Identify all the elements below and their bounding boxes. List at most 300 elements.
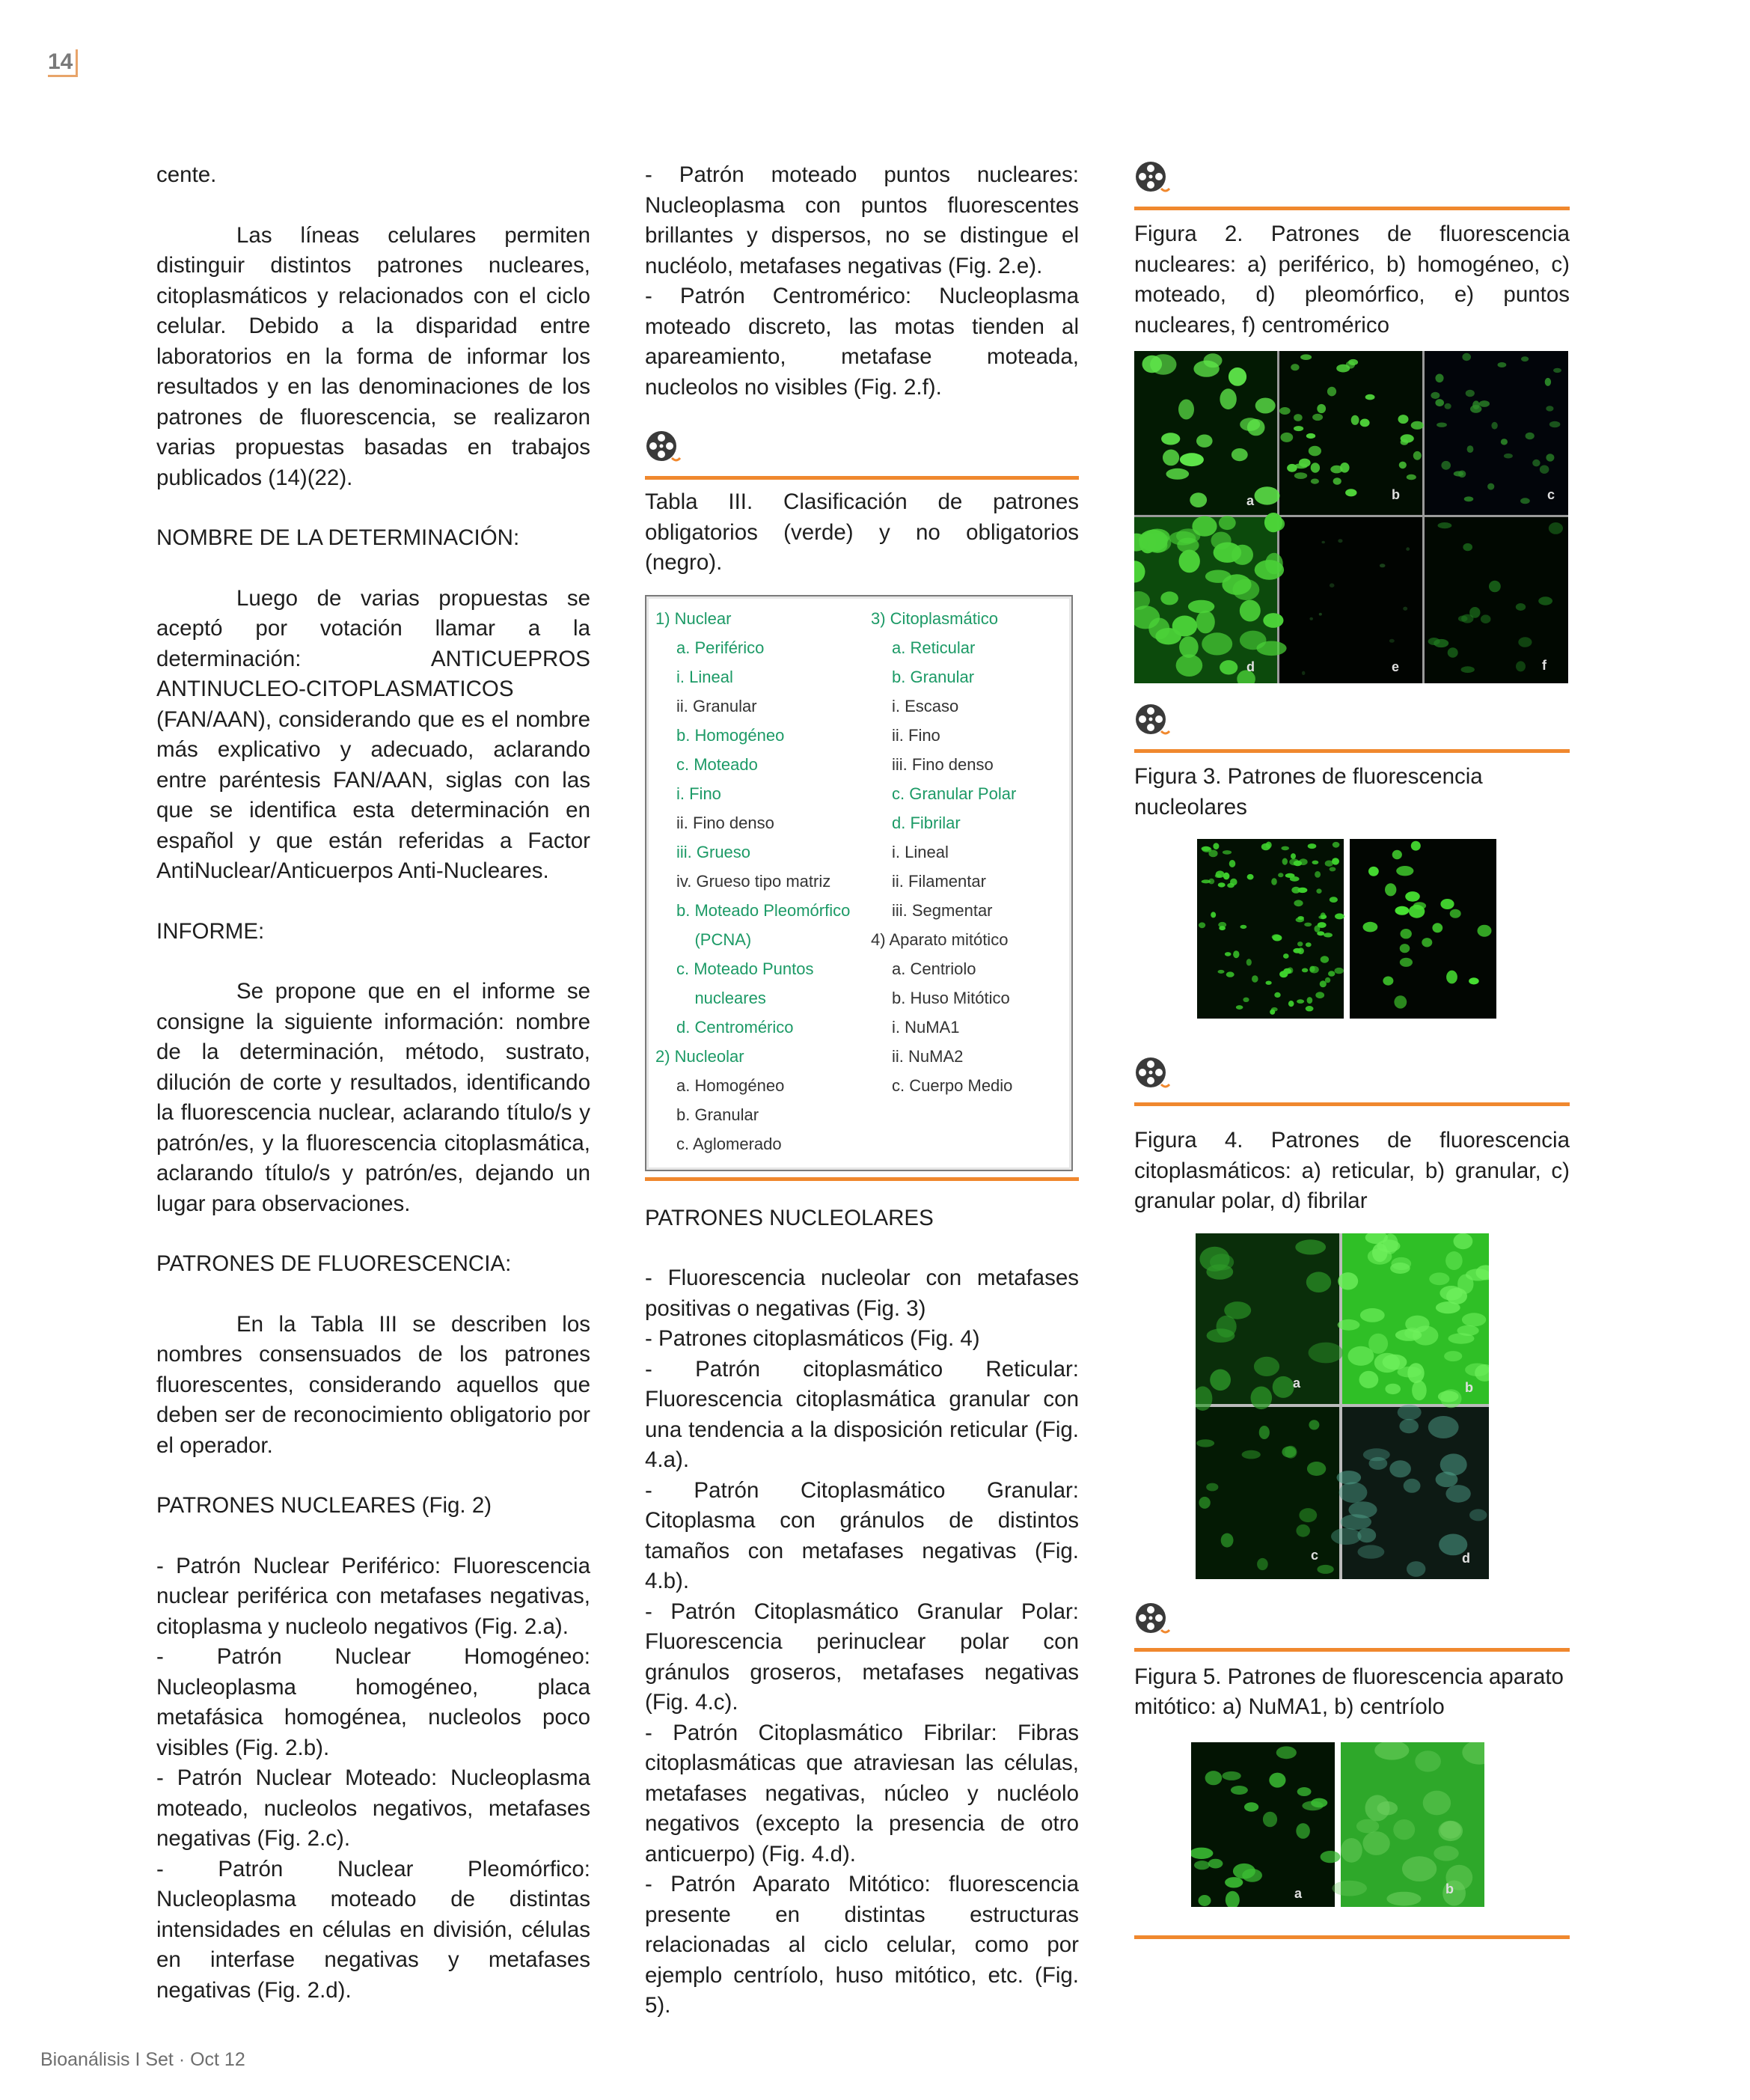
fluorescent-cell	[1294, 900, 1303, 906]
fluorescent-cell	[1521, 356, 1529, 361]
fluorescent-cell	[1462, 1313, 1486, 1326]
fluorescent-cell	[1247, 874, 1254, 880]
fluorescent-cell	[1360, 1308, 1385, 1322]
fluorescent-cell	[1400, 944, 1410, 953]
fluorescent-cell	[1315, 992, 1324, 998]
fluorescent-cell	[1218, 882, 1226, 887]
fluorescent-cell	[1338, 539, 1342, 543]
fluorescent-cell	[1169, 531, 1196, 546]
fluorescent-cell	[1299, 1508, 1317, 1522]
table-entry: iii. Fino denso	[892, 754, 994, 774]
fig4-panels	[1196, 1233, 1489, 1579]
fluorescent-cell	[1269, 1772, 1285, 1787]
fluorescent-cell	[1311, 479, 1319, 484]
fluorescent-cell	[1317, 931, 1324, 935]
fig3-header	[1134, 703, 1570, 749]
fluorescent-cell	[1294, 472, 1307, 479]
fluorescent-cell	[1281, 846, 1289, 851]
column-left	[156, 160, 590, 2006]
fluorescent-cell	[1462, 353, 1471, 361]
fluorescent-cell	[1374, 1352, 1400, 1372]
col2-bottom-paragraph: - Patrón Citoplasmático Fibrilar: Fibras citoplasmáticas que atraviesan las células, metafases negativas, núcleo y nucléolo negativos (excepto la presencia de otro anticuerpo) (Fig. 4.d).	[645, 1720, 1079, 1867]
fig3-rule	[1134, 749, 1570, 753]
paragraph-gap	[156, 1219, 590, 1249]
fluorescent-cell	[1317, 1564, 1333, 1573]
fluorescent-cell	[1469, 977, 1479, 984]
fluorescent-cell	[1229, 860, 1236, 867]
fluorescent-cell	[1297, 1787, 1312, 1796]
fluorescent-cell	[1446, 971, 1457, 984]
fluorescent-cell	[1458, 616, 1468, 622]
fig4-label-b: b	[1465, 1379, 1473, 1395]
fluorescent-cell	[1306, 1006, 1314, 1011]
fluorescent-cell	[1411, 421, 1424, 430]
fluorescent-cell	[1243, 998, 1249, 1002]
fluorescent-cell	[1540, 466, 1549, 474]
fluorescent-cell	[1223, 873, 1230, 880]
fig4-label-d: d	[1462, 1550, 1470, 1566]
fluorescent-cell	[1251, 1386, 1273, 1409]
table-entry: a. Homogéneo	[676, 1075, 785, 1095]
fluorescent-cell	[1309, 1342, 1344, 1363]
fluorescent-cell	[1440, 1389, 1461, 1408]
film-reel-icon	[1134, 160, 1170, 196]
table-entry: c. Moteado	[676, 754, 758, 774]
table-entry: 4) Aparato mitótico	[871, 930, 1009, 949]
table-entry: b. Homogéneo	[676, 725, 785, 745]
fluorescent-cell	[1225, 1877, 1243, 1887]
fluorescent-cell	[1306, 1272, 1331, 1292]
fluorescent-cell	[1263, 613, 1283, 628]
fluorescent-cell	[1439, 1820, 1463, 1840]
fluorescent-cell	[1389, 639, 1395, 643]
fluorescent-cell	[1398, 1404, 1422, 1420]
classification-table	[645, 595, 1073, 1171]
fluorescent-cell	[1386, 1891, 1421, 1905]
fluorescent-cell	[1252, 975, 1258, 983]
col1-paragraph: - Patrón Nuclear Homogéneo: Nucleoplasma homogéneo, placa metafásica homogénea, nucleolos poco visibles (Fig. 2.b).	[156, 1644, 590, 1760]
fluorescent-cell	[1518, 637, 1532, 647]
fluorescent-cell	[1466, 390, 1475, 397]
paragraph-gap	[156, 887, 590, 917]
fig4-label-a: a	[1293, 1375, 1301, 1391]
table-entry: b. Granular	[676, 1105, 759, 1124]
fig5-label-b: b	[1445, 1881, 1454, 1896]
fluorescent-cell	[1463, 543, 1472, 551]
page-number: 14	[48, 49, 78, 77]
fluorescent-cell	[1255, 486, 1280, 504]
fluorescent-cell	[1199, 922, 1205, 928]
fluorescent-cell	[1412, 1380, 1427, 1400]
fluorescent-cell	[1401, 929, 1412, 938]
table-entry: iii. Grueso	[676, 842, 751, 861]
fluorescent-cell	[1399, 1418, 1419, 1432]
fluorescent-cell	[1351, 415, 1359, 425]
fluorescent-cell	[1288, 1001, 1294, 1007]
fluorescent-cell	[1337, 1471, 1362, 1484]
fluorescent-cell	[1321, 1851, 1341, 1863]
col1-paragraph: INFORME:	[156, 918, 265, 944]
fluorescent-cell	[1220, 660, 1237, 674]
fluorescent-cell	[1377, 1239, 1400, 1252]
fig2-header	[1134, 160, 1570, 207]
fluorescent-cell	[1255, 398, 1276, 414]
col2-bottom-paragraph: - Patrones citoplasmáticos (Fig. 4)	[645, 1326, 980, 1351]
fluorescent-cell	[1380, 564, 1386, 567]
fluorescent-cell	[1300, 354, 1312, 360]
fluorescent-cell	[1196, 611, 1215, 634]
fluorescent-cell	[1321, 541, 1325, 544]
fluorescent-cell	[1299, 858, 1308, 865]
fluorescent-cell	[1363, 922, 1378, 933]
fluorescent-cell	[1330, 867, 1336, 871]
fig5-bottom-rule	[1134, 1935, 1570, 1939]
table-entry: a. Centriolo	[892, 959, 976, 978]
fluorescent-cell	[1192, 516, 1217, 537]
fluorescent-cell	[1208, 1858, 1223, 1868]
fluorescent-cell	[1202, 879, 1211, 883]
table-entry: a. Periférico	[676, 638, 765, 657]
fluorescent-cell	[1339, 1482, 1368, 1503]
col2-bottom-paragraph: - Fluorescencia nucleolar con metafases positivas o negativas (Fig. 3)	[645, 1266, 1079, 1321]
fluorescent-cell	[1224, 1301, 1251, 1319]
fluorescent-cell	[1202, 632, 1232, 655]
fluorescent-cell	[1302, 1801, 1323, 1810]
fluorescent-cell	[1403, 607, 1407, 611]
fluorescent-cell	[1526, 433, 1535, 440]
fluorescent-cell	[1263, 1811, 1277, 1827]
fluorescent-cell	[1220, 388, 1236, 409]
column-middle	[645, 160, 1079, 2021]
fluorescent-cell	[1467, 445, 1474, 453]
fluorescent-cell	[1315, 925, 1321, 932]
fluorescent-cell	[1440, 1453, 1467, 1475]
fluorescent-cell	[1332, 1880, 1367, 1896]
fluorescent-cell	[1504, 454, 1513, 459]
fluorescent-cell	[1445, 1485, 1470, 1503]
fluorescent-cell	[1297, 999, 1304, 1004]
fluorescent-cell	[1319, 613, 1322, 616]
fluorescent-cell	[1204, 353, 1223, 367]
table-entry: i. Fino	[676, 784, 721, 803]
fig2-caption: Figura 2. Patrones de fluorescencia nucleares: a) periférico, b) homogéneo, c) moteado, d) pleomórfico, e) puntos nucleares, f) centromérico	[1134, 222, 1570, 338]
fluorescent-cell	[1206, 1264, 1233, 1280]
fluorescent-cell	[1377, 1801, 1398, 1815]
fig2-label-e: e	[1392, 659, 1400, 674]
fluorescent-cell	[1532, 460, 1540, 467]
fluorescent-cell	[1422, 938, 1432, 947]
fluorescent-cell	[1516, 603, 1526, 611]
fluorescent-cell	[1244, 1802, 1258, 1811]
fig2-label-a: a	[1246, 493, 1255, 508]
fluorescent-cell	[1294, 463, 1307, 468]
fluorescent-cell	[1385, 883, 1396, 896]
fluorescent-cell	[1295, 1239, 1326, 1254]
fluorescent-cell	[1223, 850, 1232, 855]
fluorescent-cell	[1391, 1257, 1411, 1269]
fig4-header	[1134, 1056, 1570, 1102]
fluorescent-cell	[1311, 463, 1320, 472]
fluorescent-cell	[1383, 977, 1393, 986]
col2-bottom-paragraph: - Patrón citoplasmático Reticular: Fluorescencia citoplasmática granular con una tendencia a la disposición reticular (Fig. 4.a).	[645, 1356, 1079, 1472]
fluorescent-cell	[1549, 421, 1561, 428]
fluorescent-cell	[1404, 1478, 1421, 1492]
fluorescent-cell	[1331, 1527, 1362, 1544]
fluorescent-cell	[1501, 439, 1508, 445]
fluorescent-cell	[1205, 1771, 1223, 1785]
table-entry: i. Lineal	[892, 842, 949, 861]
fluorescent-cell	[1333, 842, 1340, 848]
paragraph-gap	[156, 493, 590, 523]
figure-4-image	[1196, 1233, 1489, 1579]
fluorescent-cell	[1236, 1005, 1243, 1010]
col1-paragraph: cente.	[156, 162, 217, 187]
fluorescent-cell	[1302, 671, 1305, 675]
col1-paragraph: - Patrón Nuclear Pleomórfico: Nucleoplasma moteado de distintas intensidades en células en división, células en interfase negativas y metafases negativas (Fig. 2.d).	[156, 1856, 590, 2003]
fluorescent-cell	[1538, 596, 1552, 605]
fluorescent-cell	[1362, 1831, 1389, 1855]
table-entry: nucleares	[676, 988, 766, 1007]
fluorescent-cell	[1257, 1557, 1268, 1569]
fluorescent-cell	[1368, 1333, 1388, 1353]
paragraph-gap	[156, 554, 590, 584]
fluorescent-cell	[1279, 407, 1291, 415]
fluorescent-cell	[1321, 956, 1329, 963]
table-right-column	[871, 604, 1016, 1100]
table-entry: b. Granular	[892, 667, 975, 686]
fig2-label-f: f	[1542, 658, 1546, 673]
fluorescent-cell	[1227, 883, 1235, 888]
fluorescent-cell	[1207, 1328, 1235, 1343]
fluorescent-cell	[1160, 591, 1178, 605]
col2-bottom-paragraph: - Patrón Aparato Mitótico: fluorescencia presente en distintas estructuras relacionadas al ciclo celular, como por ejemplo centríolo, huso mitótico, etc. (Fig. 5).	[645, 1872, 1079, 2018]
fluorescent-cell	[1246, 959, 1252, 965]
fluorescent-cell	[1469, 1509, 1487, 1521]
fluorescent-cell	[1489, 581, 1501, 593]
fluorescent-cell	[1336, 364, 1350, 373]
fluorescent-cell	[1225, 952, 1232, 956]
table-entry: b. Huso Mitótico	[892, 988, 1010, 1007]
paragraph-gap	[645, 1233, 1079, 1263]
fluorescent-cell	[1276, 1746, 1297, 1759]
fluorescent-cell	[1330, 897, 1338, 903]
fig2-rule	[1134, 207, 1570, 210]
film-reel-icon	[1134, 1602, 1170, 1637]
fluorescent-cell	[1306, 942, 1312, 947]
fluorescent-cell	[1231, 1786, 1248, 1795]
fluorescent-cell	[1316, 888, 1321, 894]
fluorescent-cell	[1434, 1846, 1458, 1861]
fluorescent-cell	[1450, 909, 1461, 918]
figure-5-image	[1191, 1742, 1484, 1907]
fluorescent-cell	[1435, 399, 1444, 406]
table-entry: iv. Grueso tipo matriz	[676, 871, 831, 891]
fluorescent-cell	[1402, 1856, 1437, 1881]
fluorescent-cell	[1229, 367, 1246, 386]
fluorescent-cell	[1190, 492, 1207, 507]
fluorescent-cell	[1291, 887, 1300, 894]
fluorescent-cell	[1407, 474, 1416, 480]
page-footer: Bioanálisis I Set · Oct 12	[40, 2049, 245, 2070]
fluorescent-cell	[1297, 941, 1303, 946]
fluorescent-cell	[1457, 1325, 1479, 1335]
fluorescent-cell	[1254, 1356, 1279, 1376]
fig4-label-c: c	[1311, 1547, 1319, 1563]
fluorescent-cell	[1549, 522, 1563, 534]
fig3-caption: Figura 3. Patrones de fluorescencia nucleolares	[1134, 764, 1483, 819]
fluorescent-cell	[1289, 858, 1299, 865]
fluorescent-cell	[1516, 661, 1526, 671]
fluorescent-cell	[1461, 666, 1475, 673]
paragraph-gap	[156, 1461, 590, 1491]
fluorescent-cell	[1222, 574, 1251, 595]
fluorescent-cell	[1324, 933, 1333, 937]
fluorescent-cell	[1296, 1524, 1310, 1536]
fluorescent-cell	[1240, 600, 1261, 622]
fluorescent-cell	[1294, 414, 1303, 421]
table-entry: ii. Fino denso	[676, 813, 774, 832]
fluorescent-cell	[1180, 453, 1204, 466]
col2-bottom-paragraph: - Patrón Citoplasmático Granular: Citoplasma con gránulos de distintos tamaños con metafases negativas (Fig. 4.b).	[645, 1477, 1079, 1593]
fluorescent-cell	[1211, 912, 1216, 918]
fluorescent-cell	[1328, 971, 1335, 977]
fluorescent-cell	[1435, 374, 1443, 383]
fluorescent-cell	[1392, 850, 1402, 859]
fluorescent-cell	[1172, 616, 1197, 637]
fluorescent-cell	[1278, 873, 1283, 877]
table-entry: c. Aglomerado	[676, 1134, 782, 1153]
fluorescent-cell	[1196, 1439, 1214, 1447]
col1-paragraph: Se propone que en el informe se consigne la siguiente información: nombre de la determinación, método, sustrato, dilución de corte y resultados, identificando la fluorescencia nuclear, aclarando título/s y patrón/es, y la fluorescencia citoplasmática, aclarando título/s y patrón/es, dejando un lugar para observaciones.	[156, 979, 590, 1216]
fluorescent-cell	[1161, 433, 1180, 445]
fluorescent-cell	[1440, 899, 1454, 909]
fluorescent-cell	[1368, 867, 1379, 876]
table-entry: c. Granular Polar	[892, 784, 1017, 803]
fluorescent-cell	[1309, 966, 1315, 972]
fluorescent-cell	[1264, 513, 1282, 532]
fluorescent-cell	[1306, 433, 1315, 439]
fluorescent-cell	[1266, 842, 1272, 849]
fluorescent-cell	[1338, 1319, 1360, 1330]
table-entry: ii. NuMA2	[892, 1046, 964, 1066]
fluorescent-cell	[1335, 913, 1344, 919]
fig4-caption: Figura 4. Patrones de fluorescencia citoplasmáticos: a) reticular, b) granular, c) granular polar, d) fibrilar	[1134, 1128, 1570, 1213]
fluorescent-cell	[1179, 550, 1200, 573]
fluorescent-cell	[1358, 1545, 1385, 1558]
fluorescent-cell	[1280, 433, 1293, 442]
fig5-label-a: a	[1294, 1885, 1303, 1901]
fluorescent-cell	[1432, 923, 1442, 933]
col2-bottom-paragraph: PATRONES NUCLEOLARES	[645, 1205, 934, 1230]
fluorescent-cell	[1163, 450, 1179, 466]
film-reel-icon	[645, 430, 681, 466]
fluorescent-cell	[1265, 553, 1283, 575]
fig4-rule	[1134, 1102, 1570, 1106]
table-entry: 2) Nucleolar	[655, 1046, 744, 1066]
fluorescent-cell	[1437, 423, 1447, 427]
fluorescent-cell	[1454, 471, 1463, 476]
fluorescent-cell	[1400, 958, 1413, 967]
col2-top-paragraph: - Patrón Centromérico: Nucleoplasma moteado discreto, las motas tienden al apareamiento, metafase moteada, nucleolos no visibles (Fig. 2.f).	[645, 284, 1079, 400]
fluorescent-cell	[1240, 631, 1267, 650]
fig3-panels	[1197, 839, 1496, 1019]
fluorescent-cell	[1290, 876, 1300, 882]
fluorescent-cell	[1394, 995, 1407, 1008]
fluorescent-cell	[1226, 971, 1235, 977]
fluorescent-cell	[1240, 925, 1247, 929]
fluorescent-cell	[1293, 948, 1301, 953]
table-entry: ii. Filamentar	[892, 871, 986, 891]
fluorescent-cell	[1341, 1838, 1362, 1863]
table-entry: a. Reticular	[892, 638, 976, 657]
fluorescent-cell	[1415, 1750, 1441, 1771]
fluorescent-cell	[1385, 1383, 1401, 1394]
fluorescent-cell	[1445, 403, 1451, 409]
paragraph-gap	[156, 1280, 590, 1310]
figure-3-image	[1197, 839, 1496, 1019]
col1-paragraph: - Patrón Nuclear Moteado: Nucleoplasma moteado, nucleolos negativos, metafases negativas (Fig. 2.c).	[156, 1765, 590, 1851]
fluorescent-cell	[1142, 533, 1171, 553]
fluorescent-cell	[1470, 405, 1481, 413]
table-entry: c. Cuerpo Medio	[892, 1075, 1013, 1095]
paragraph-gap	[156, 947, 590, 977]
fluorescent-cell	[1448, 647, 1458, 658]
fluorescent-cell	[1273, 1376, 1294, 1397]
fluorescent-cell	[1348, 1346, 1374, 1365]
paragraph-gap	[156, 1521, 590, 1551]
fluorescent-cell	[1196, 435, 1213, 448]
fluorescent-cell	[1296, 1823, 1310, 1839]
fluorescent-cell	[1282, 858, 1288, 865]
fluorescent-cell	[1240, 418, 1260, 431]
fluorescent-cell	[1363, 1448, 1390, 1461]
col1-paragraph: PATRONES DE FLUORESCENCIA:	[156, 1251, 512, 1276]
fluorescent-cell	[1445, 1251, 1463, 1270]
table-left-column	[655, 604, 850, 1159]
fluorescent-cell	[1294, 426, 1303, 431]
fig2-label-d: d	[1246, 659, 1255, 674]
fluorescent-cell	[1413, 902, 1426, 909]
fluorescent-cell	[1389, 1460, 1411, 1477]
fluorescent-cell	[1221, 1533, 1234, 1547]
fluorescent-cell	[1335, 968, 1344, 974]
fluorescent-cell	[1348, 1501, 1377, 1518]
fig5-header	[1134, 1602, 1570, 1648]
fluorescent-cell	[1359, 1370, 1379, 1388]
table-entry: 3) Citoplasmático	[871, 608, 998, 628]
fluorescent-cell	[1259, 1426, 1270, 1439]
fluorescent-cell	[1345, 489, 1356, 496]
fluorescent-cell	[1546, 406, 1553, 411]
fluorescent-cell	[1330, 583, 1335, 587]
col1-paragraph: Las líneas celulares permiten distinguir distintos patrones nucleares, citoplasmáticos y relacionados con el ciclo celular. Debido a la disparidad entre laboratorios en la forma de informar los resultados y en las denominaciones de los patrones de fluorescencia, se realizaron varias propuestas basadas en trabajos publicados (14)(22).	[156, 222, 590, 490]
fluorescent-cell	[1395, 906, 1410, 915]
paragraph-gap	[156, 191, 590, 221]
fig2-label-b: b	[1392, 487, 1400, 502]
fluorescent-cell	[1399, 462, 1407, 469]
fluorescent-cell	[1457, 1274, 1473, 1293]
fluorescent-cell	[1398, 415, 1409, 424]
fluorescent-cell	[1232, 448, 1248, 461]
fluorescent-cell	[1307, 997, 1313, 1004]
fluorescent-cell	[1360, 419, 1370, 427]
table-entry: d. Fibrilar	[892, 813, 961, 832]
fluorescent-cell	[1307, 1462, 1326, 1476]
fig2-label-c: c	[1547, 487, 1555, 502]
fluorescent-cell	[1274, 992, 1280, 998]
fluorescent-cell	[1491, 422, 1497, 430]
table-entry: i. NuMA1	[892, 1017, 960, 1037]
